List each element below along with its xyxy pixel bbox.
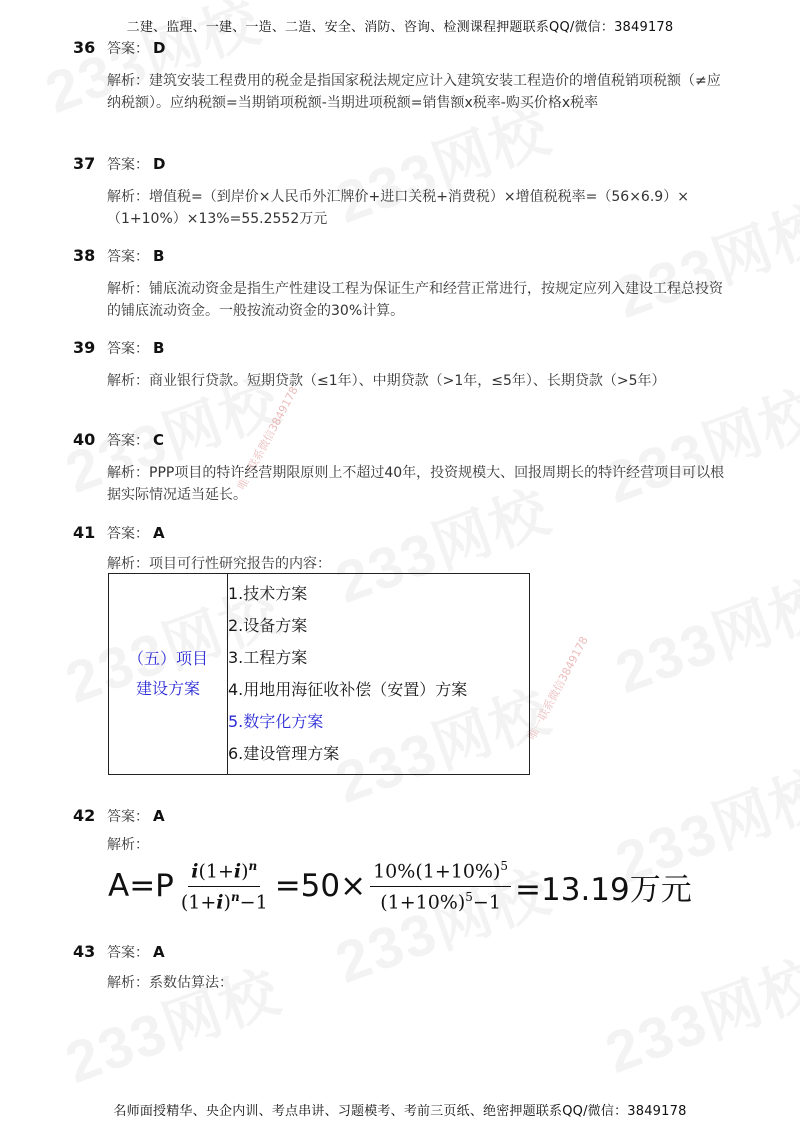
fraction-numerator: $10\%(1+10\%)^5$ [370, 859, 511, 886]
question-number: 42 [73, 806, 96, 825]
explanation: 解析： [107, 837, 149, 853]
plan-item: 1.技术方案 [228, 584, 308, 603]
answer-label: 答案： [107, 41, 149, 57]
answer-label: 答案： [107, 249, 149, 265]
explanation: 解析：PPP项目的特许经营期限原则上不超过40年，投资规模大、回报周期长的特许经营项目可以根据实际情况适当延长。 [107, 465, 725, 503]
contact-watermark: 唯一联系微信3849178 [235, 384, 301, 493]
explanation: 解析：建筑安装工程费用的税金是指国家税法规定应计入建筑安装工程造价的增值税销项税额（≠应纳税额）。应纳税额=当期销项税额-当期进项税额=销售额x税率-购买价格x税率 [107, 73, 721, 111]
plan-item: 2.设备方案 [228, 616, 308, 635]
explanation: 解析：项目可行性研究报告的内容： [107, 556, 331, 572]
question-number: 41 [73, 523, 96, 542]
question-40 [73, 430, 733, 506]
answer-value: D [153, 155, 166, 173]
fraction-numerator: $i(1+i)^n$ [188, 859, 260, 886]
question-39 [73, 338, 733, 392]
question-number: 39 [73, 338, 96, 357]
question-43 [73, 942, 733, 994]
plan-item-highlighted: 5.数字化方案 [228, 712, 324, 731]
formula-equals: =50× [274, 868, 367, 904]
question-number: 36 [73, 38, 96, 57]
plan-category-line: 建设方案 [135, 679, 200, 698]
annuity-formula [108, 846, 692, 926]
feasibility-plan-table [108, 573, 530, 775]
answer-label: 答案： [107, 809, 149, 825]
page-footer: 名师面授精华、央企内训、考点串讲、习题模考、考前三页纸、绝密押题联系QQ/微信：3849178 [113, 1104, 687, 1119]
answer-value: B [153, 339, 165, 357]
plan-item: 6.建设管理方案 [228, 744, 340, 763]
explanation: 解析：铺底流动资金是指生产性建设工程为保证生产和经营正常进行，按规定应列入建设工程总投资的铺底流动资金。一般按流动资金的30%计算。 [107, 281, 723, 319]
answer-value: B [153, 247, 165, 265]
question-36 [73, 38, 733, 114]
plan-item: 3.工程方案 [228, 648, 308, 667]
contact-watermark: 唯一联系微信3849178 [525, 634, 591, 743]
fraction-denominator: $(1+10\%)^5-1$ [380, 889, 501, 913]
answer-value: D [153, 39, 166, 57]
answer-value: C [153, 431, 165, 449]
answer-label: 答案： [107, 526, 149, 542]
question-number: 37 [73, 154, 96, 173]
plan-category-line: （五）项目 [127, 649, 208, 668]
answer-label: 答案： [107, 433, 149, 449]
question-38 [73, 246, 733, 322]
answer-label: 答案： [107, 945, 149, 961]
answer-label: 答案： [107, 157, 149, 173]
question-41 [73, 523, 733, 575]
watermark [602, 554, 800, 709]
page-header: 二建、监理、一建、一造、二造、安全、消防、咨询、检测课程押题联系QQ/微信：3849178 [126, 20, 674, 35]
explanation: 解析：商业银行贷款。短期贷款（≤1年）、中期贷款（>1年，≤5年）、长期贷款（>5年） [107, 373, 666, 389]
explanation: 解析：系数估算法： [107, 975, 233, 991]
formula-result: =13.19万元 [515, 871, 692, 908]
answer-value: A [153, 807, 165, 825]
fraction-denominator: $(1+i)^n-1$ [180, 889, 268, 913]
formula-lhs: A=P [108, 868, 174, 904]
formula-fraction-general [178, 859, 271, 913]
answer-value: A [153, 524, 165, 542]
plan-item: 4.用地用海征收补偿（安置）方案 [228, 680, 468, 699]
question-number: 40 [73, 430, 96, 449]
explanation: 解析：增值税=（到岸价×人民币外汇牌价+进口关税+消费税）×增值税税率=（56×6.9）×（1+10%）×13%=55.2552万元 [107, 189, 689, 227]
question-37 [73, 154, 733, 230]
answer-value: A [153, 943, 165, 961]
plan-items-cell [228, 574, 530, 775]
question-number: 43 [73, 942, 96, 961]
plan-category-cell [109, 574, 228, 775]
formula-fraction-numeric [370, 859, 511, 913]
answer-label: 答案： [107, 341, 149, 357]
question-number: 38 [73, 246, 96, 265]
